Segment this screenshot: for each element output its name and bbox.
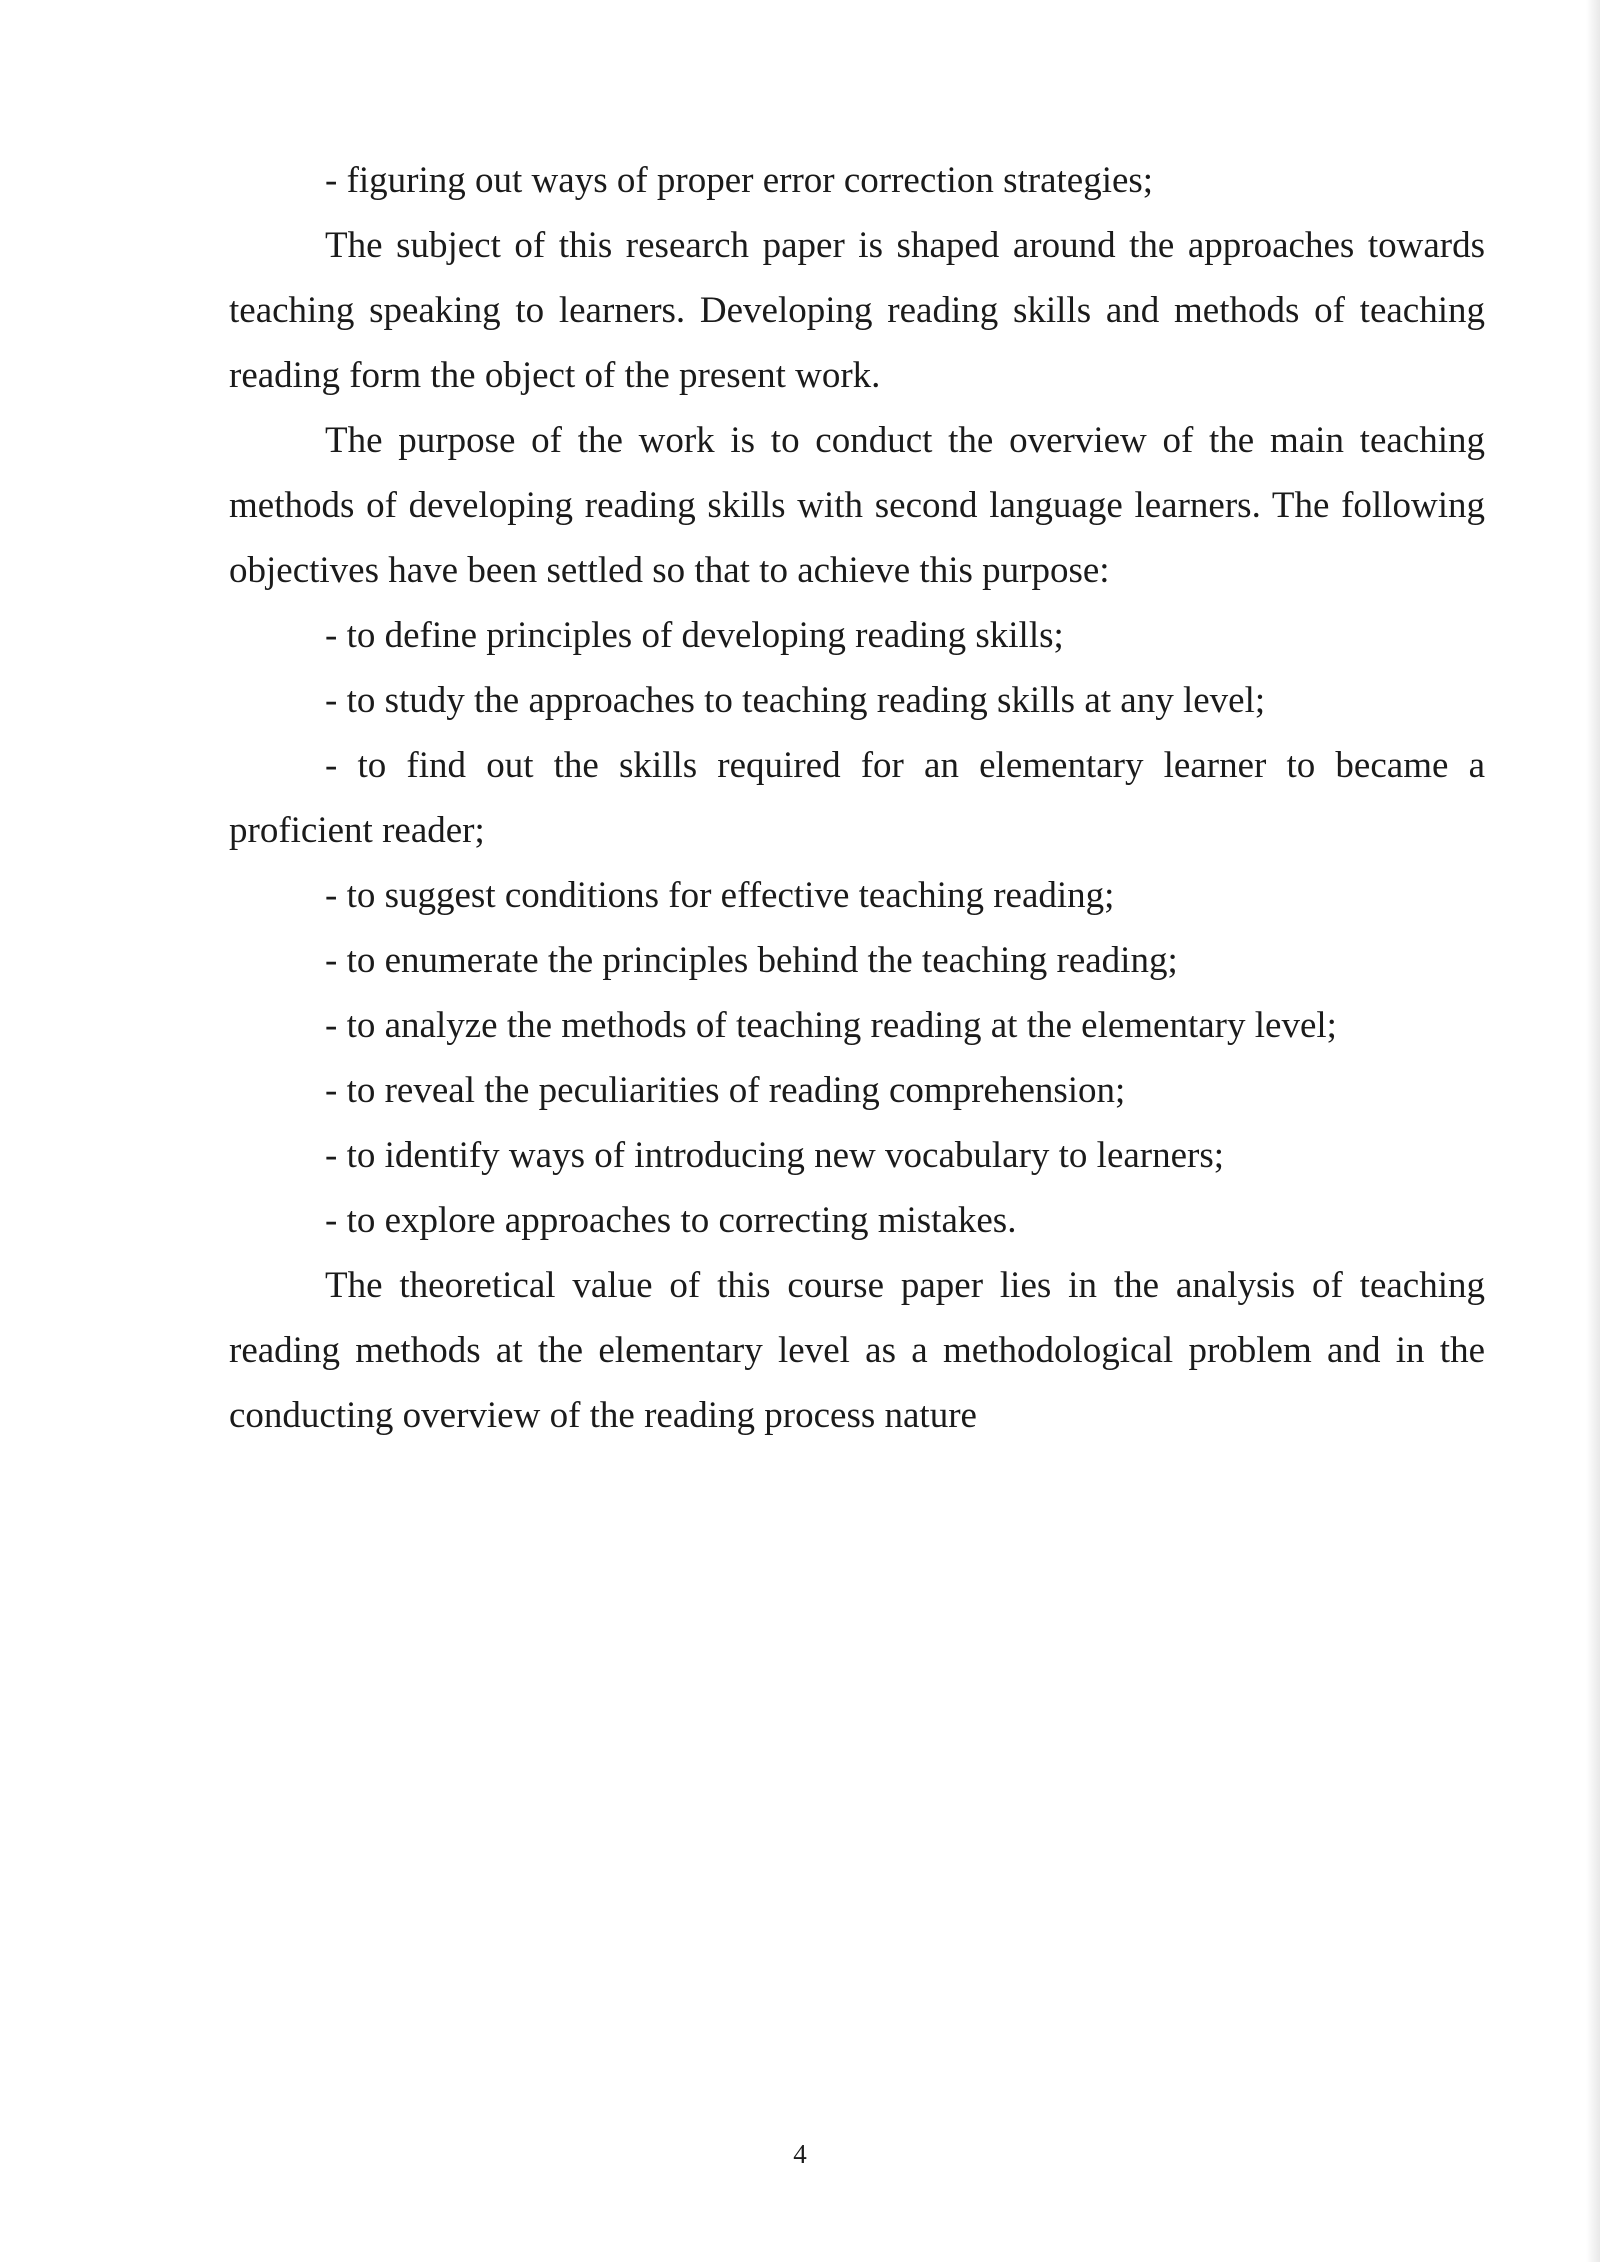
paragraph-theoretical-value: The theoretical value of this course paper lies in the analysis of teaching reading methods at the elementary level as a methodological problem and in the conducting overview of the reading process nature	[229, 1265, 1485, 1436]
page-number: 4	[793, 2139, 807, 2169]
list-item-find-skills: - to find out the skills required for an elementary learner to became a proficient reader;	[229, 745, 1485, 851]
list-item-explore-corrections: - to explore approaches to correcting mistakes.	[325, 1200, 1017, 1241]
list-item-identify-vocabulary: - to identify ways of introducing new vocabulary to learners;	[325, 1135, 1225, 1176]
list-item-suggest-conditions: - to suggest conditions for effective teaching reading;	[325, 875, 1115, 916]
list-item-enumerate-principles: - to enumerate the principles behind the teaching reading;	[325, 940, 1178, 981]
page-edge-shadow	[1586, 0, 1600, 2262]
list-item-error-correction: - figuring out ways of proper error correction strategies;	[325, 160, 1154, 201]
list-item-study-approaches: - to study the approaches to teaching reading skills at any level;	[325, 680, 1266, 721]
paragraph-purpose: The purpose of the work is to conduct the overview of the main teaching methods of developing reading skills with second language learners. The following objectives have been settled so that to achieve this purpose:	[229, 420, 1485, 591]
list-item-reveal-peculiarities: - to reveal the peculiarities of reading comprehension;	[325, 1070, 1126, 1111]
list-item-analyze-methods: - to analyze the methods of teaching reading at the elementary level;	[325, 1005, 1337, 1046]
paragraph-subject: The subject of this research paper is shaped around the approaches towards teaching speaking to learners. Developing reading skills and methods of teaching reading form the object of the present work.	[229, 225, 1485, 396]
list-item-define-principles: - to define principles of developing reading skills;	[325, 615, 1064, 656]
body-text	[229, 148, 1485, 1448]
